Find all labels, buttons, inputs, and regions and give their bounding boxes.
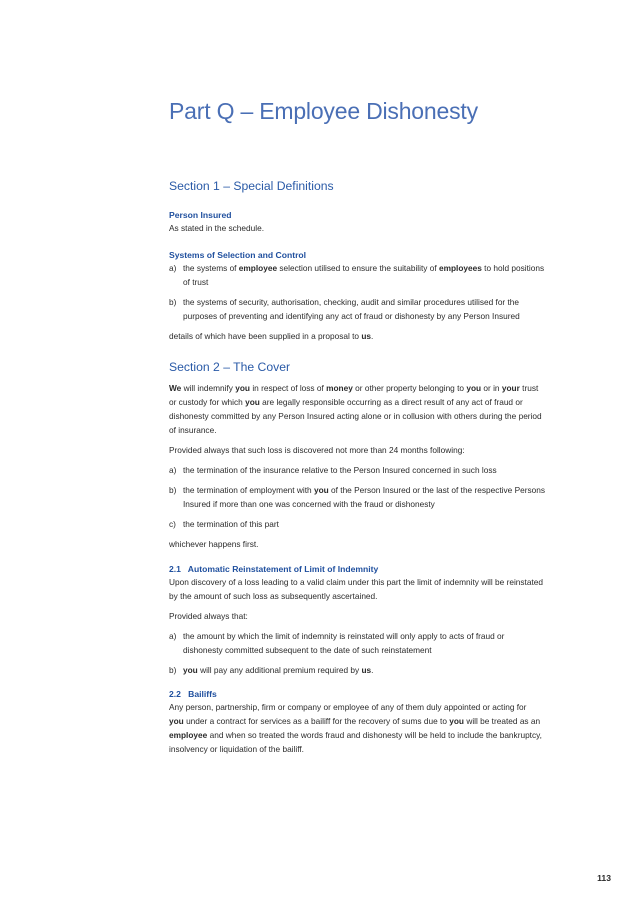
text-line: by the amount of such loss as subsequently ascertained. — [169, 591, 378, 601]
list-marker: a) — [169, 631, 177, 641]
subsection-2-1 — [169, 563, 579, 677]
text-run: . — [371, 331, 374, 341]
list-item — [169, 517, 579, 531]
text-line: dishonesty committed by any Person Insured acting alone or in collusion with others during the period — [169, 411, 542, 421]
text-line: of insurance. — [169, 425, 217, 435]
list-item — [169, 295, 579, 323]
text-line: the systems of security, authorisation, checking, audit and similar procedures utilised for the — [183, 297, 520, 307]
section-1-heading: Section 1 – Special Definitions — [169, 179, 334, 193]
provided-text: Provided always that such loss is discovered not more than 24 months following: — [169, 445, 465, 455]
defined-term: employees — [438, 263, 482, 273]
text-run: and when so treated the words fraud and dishonesty will be held to include the bankruptcy, — [207, 730, 542, 740]
text-run: of the Person Insured or the last of the respective Persons — [328, 485, 546, 495]
text-line: dishonesty committed subsequent to the date of such reinstatement — [183, 645, 432, 655]
defined-term: you — [235, 383, 251, 393]
text-line — [169, 395, 579, 409]
details-text — [169, 329, 579, 343]
text-line: Any person, partnership, firm or company or employee of any of them duly appointed or acting for — [169, 702, 527, 712]
defined-term: us — [361, 331, 372, 341]
text-run: or custody for which — [169, 397, 246, 407]
defined-term: you — [466, 383, 482, 393]
text-run: trust — [519, 383, 539, 393]
defined-term: you — [313, 485, 329, 495]
text-line — [169, 728, 579, 742]
defined-term: your — [501, 383, 520, 393]
subsection-2-2-heading: 2.2 Bailiffs — [169, 689, 217, 699]
text-line: of trust — [183, 277, 209, 287]
text-line: Upon discovery of a loss leading to a valid claim under this part the limit of indemnity will be reinstated — [169, 577, 544, 587]
list-item — [169, 463, 579, 477]
list-item — [169, 261, 579, 289]
defined-term: We — [169, 383, 182, 393]
defined-term: you — [183, 665, 198, 675]
text-line: Insured if more than one was concerned with the fraud or dishonesty — [183, 499, 435, 509]
provided-text: Provided always that: — [169, 611, 248, 621]
defined-term: you — [245, 397, 260, 407]
systems-heading: Systems of Selection and Control — [169, 250, 307, 260]
list-marker: b) — [169, 665, 177, 675]
text-run: will indemnify — [181, 383, 236, 393]
text-line: purposes of preventing and identifying any act of fraud or dishonesty by any Person Insured — [183, 311, 520, 321]
list-marker: a) — [169, 465, 177, 475]
text-run: selection utilised to ensure the suitability of — [277, 263, 439, 273]
person-insured-heading: Person Insured — [169, 210, 232, 220]
text-run: are legally responsible occurring as a direct result of any act of fraud or — [259, 397, 523, 407]
text-run: under a contract for services as a bailiff for the recovery of sums due to — [183, 716, 450, 726]
text-line: the termination of this part — [183, 519, 279, 529]
text-line: the amount by which the limit of indemnity is reinstated will only apply to acts of fraud or — [183, 631, 505, 641]
text-run: the termination of employment with — [183, 485, 314, 495]
defined-term: you — [449, 716, 465, 726]
text-run: to hold positions — [481, 263, 545, 273]
definition-systems — [169, 249, 579, 343]
list-marker: a) — [169, 263, 177, 273]
text-run: in respect of loss of — [250, 383, 327, 393]
text-run: or other property belonging to — [352, 383, 467, 393]
page-title: Part Q – Employee Dishonesty — [169, 98, 478, 124]
defined-term: us — [361, 665, 372, 675]
text-run: details of which have been supplied in a proposal to — [169, 331, 362, 341]
whichever-text: whichever happens first. — [169, 539, 259, 549]
text-line — [169, 714, 579, 728]
text-run: or in — [481, 383, 502, 393]
text-line: the termination of the insurance relative to the Person Insured concerned in such loss — [183, 465, 497, 475]
text-run: . — [371, 665, 374, 675]
text-run: will pay any additional premium required by — [197, 665, 362, 675]
section-2-heading: Section 2 – The Cover — [169, 360, 291, 374]
text-run: will be treated as an — [464, 716, 541, 726]
list-item — [169, 483, 579, 511]
text-line: insolvency or liquidation of the bailiff. — [169, 744, 304, 754]
list-item — [169, 663, 579, 677]
cover-paragraph — [169, 381, 579, 551]
list-marker: c) — [169, 519, 176, 529]
text-line — [169, 381, 579, 395]
text-run: the systems of — [183, 263, 239, 273]
list-marker: b) — [169, 485, 177, 495]
page-number: 113 — [597, 873, 611, 883]
subsection-2-1-heading: 2.1 Automatic Reinstatement of Limit of Indemnity — [169, 564, 379, 574]
defined-term: employee — [238, 263, 278, 273]
defined-term: employee — [169, 730, 208, 740]
subsection-2-2 — [169, 688, 579, 756]
person-insured-text: As stated in the schedule. — [169, 223, 265, 233]
list-marker: b) — [169, 297, 177, 307]
list-item — [169, 629, 579, 657]
defined-term: money — [326, 383, 353, 393]
definition-person-insured — [169, 209, 579, 235]
defined-term: you — [169, 716, 184, 726]
